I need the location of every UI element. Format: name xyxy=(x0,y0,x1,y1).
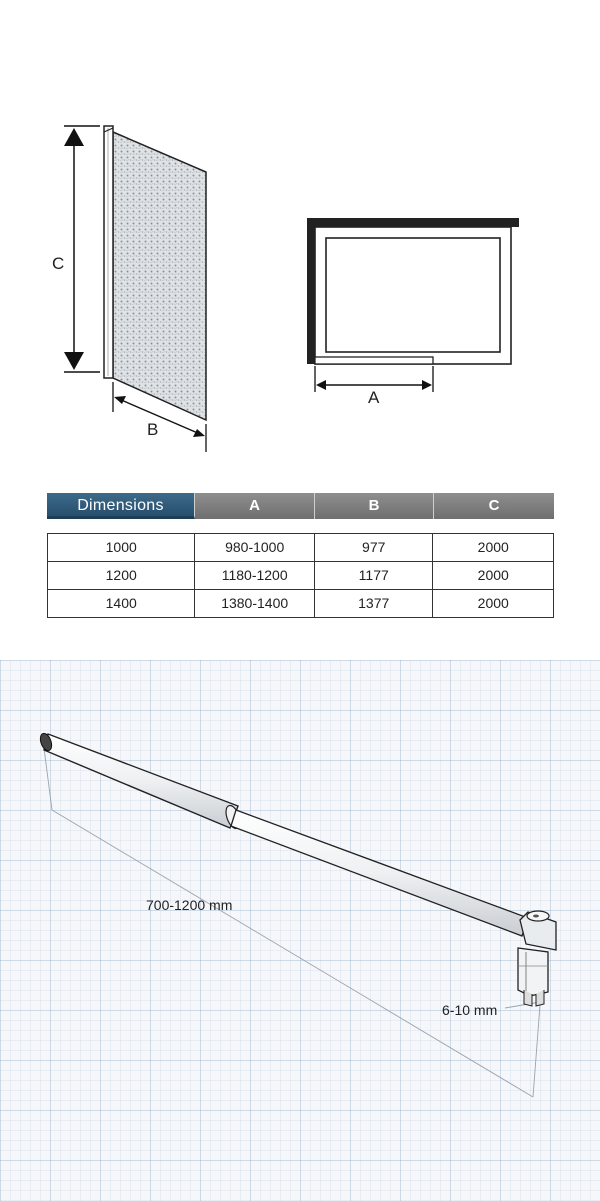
cell-b: 977 xyxy=(315,534,434,561)
header-c: C xyxy=(434,493,554,519)
cell-b: 1177 xyxy=(315,562,434,589)
outer-tube xyxy=(38,732,243,830)
cell-b: 1377 xyxy=(315,590,434,617)
cell-c: 2000 xyxy=(477,595,509,611)
cell-dimension: 1200 xyxy=(48,562,195,589)
cell-a: 980-1000 xyxy=(195,534,315,561)
dimension-c-label: C xyxy=(52,254,65,273)
glass-clamp-bracket xyxy=(518,911,556,1006)
rod-length-label: 700-1200 mm xyxy=(146,897,233,913)
header-dimensions: Dimensions xyxy=(47,493,195,519)
dimension-a-label: A xyxy=(368,388,380,407)
cell-c: 2000 xyxy=(477,539,509,555)
cell-dimension: 1400 xyxy=(48,590,195,617)
inner-tube xyxy=(231,810,528,936)
length-measure-lines xyxy=(44,748,540,1097)
cell-a: 1380-1400 xyxy=(195,590,315,617)
cell-c: 2000 xyxy=(477,567,509,583)
dimension-b-label: B xyxy=(147,420,159,439)
header-a: A xyxy=(195,493,315,519)
glass-thickness-label: 6-10 mm xyxy=(442,1002,498,1018)
cell-a: 1180-1200 xyxy=(195,562,315,589)
header-b: B xyxy=(315,493,434,519)
cell-dimension: 1000 xyxy=(48,534,195,561)
